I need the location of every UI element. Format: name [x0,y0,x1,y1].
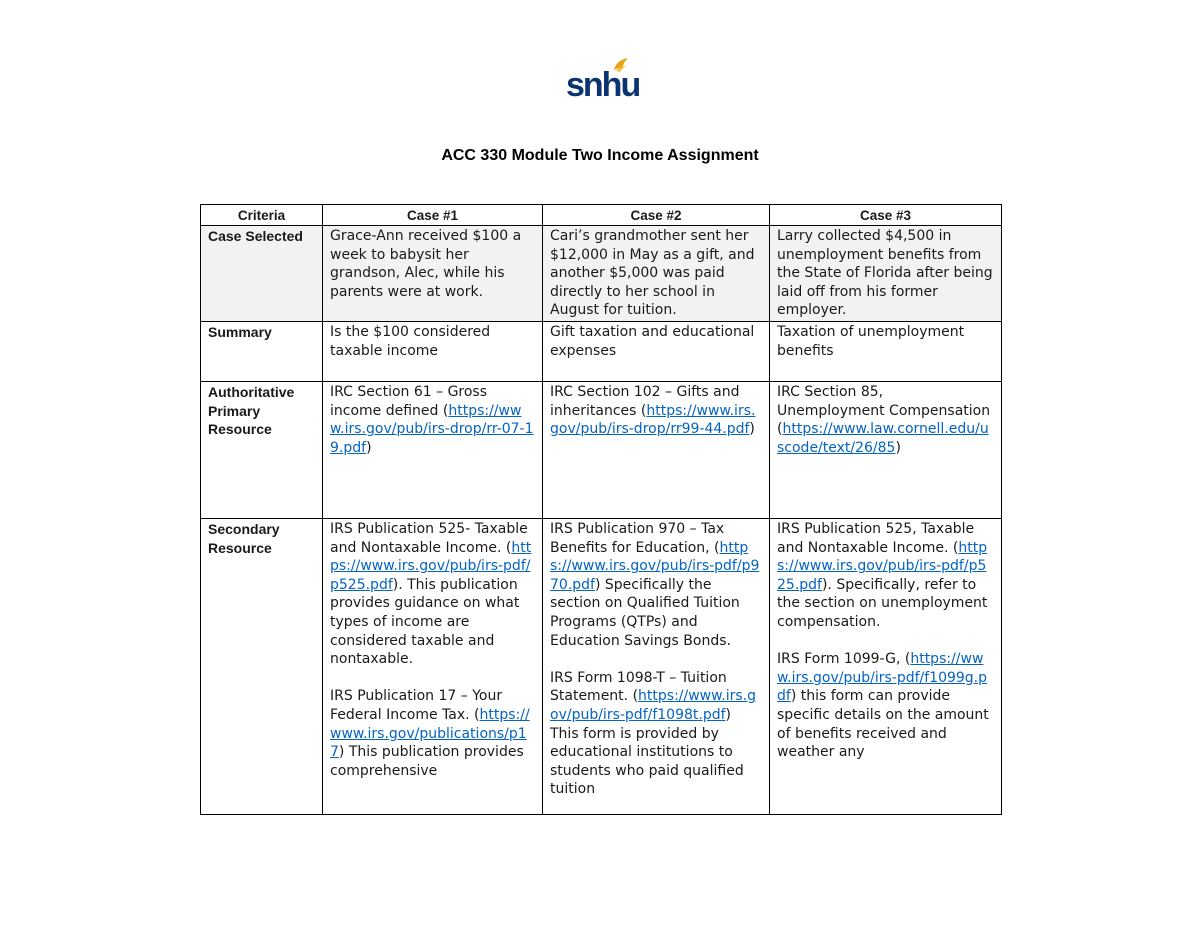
case1-primary-resource: IRC Section 61 – Gross income defined (https://www.irs.gov/pub/irs-drop/rr-07-19.pdf) [323,382,543,519]
document-title: ACC 330 Module Two Income Assignment [441,147,759,164]
criteria-case-selected: Case Selected [201,226,323,322]
case2-secondary-link-2[interactable]: https://www.irs.gov/pub/irs-pdf/f1098t.pdf [550,688,757,723]
case3-secondary-link-2[interactable]: https://www.irs.gov/pub/irs-pdf/f1099g.pdf [777,651,988,705]
case3-secondary-paragraph-1: IRS Publication 525, Taxable and Nontaxable Income. (https://www.irs.gov/pub/irs-pdf/p525.pdf). Specifically, refer to the section on unemployment compensation. [777,521,988,630]
row-secondary-resource [201,519,1002,815]
case3-secondary-resource [770,519,1002,815]
income-assignment-table [200,204,1002,815]
case2-secondary-link-1[interactable]: https://www.irs.gov/pub/irs-pdf/p970.pdf [550,539,760,593]
case3-summary: Taxation of unemployment benefits [770,322,1002,382]
case2-primary-resource: IRC Section 102 – Gifts and inheritances (https://www.irs.gov/pub/irs-drop/rr99-44.pdf) [543,382,770,519]
table-header-row [201,205,1002,226]
case1-primary-link[interactable]: https://www.irs.gov/pub/irs-drop/rr-07-19.pdf [330,402,534,456]
case1-secondary-resource [323,519,543,815]
logo-wordmark: snhu [566,66,640,104]
case2-summary: Gift taxation and educational expenses [543,322,770,382]
header-case-1: Case #1 [323,205,543,226]
row-case-selected [201,226,1002,322]
row-summary [201,322,1002,382]
case2-secondary-paragraph-1: IRS Publication 970 – Tax Benefits for Education, (https://www.irs.gov/pub/irs-pdf/p970.pdf) Specifically the section on Qualified Tuition Programs (QTPs) and Education Savings Bonds. [550,521,760,649]
case3-primary-link[interactable]: https://www.law.cornell.edu/uscode/text/26/85 [777,421,989,456]
case2-secondary-paragraph-2: IRS Form 1098-T – Tuition Statement. (https://www.irs.gov/pub/irs-pdf/f1098t.pdf) This form is provided by educational institutions to students who paid qualified tuition [550,669,757,798]
case2-primary-link[interactable]: https://www.irs.gov/pub/irs-drop/rr99-44.pdf [550,402,756,438]
case1-secondary-link-2[interactable]: https://www.irs.gov/publications/p17 [330,706,530,761]
case2-secondary-resource [543,519,770,815]
criteria-authoritative-primary-resource: Authoritative Primary Resource [201,382,323,519]
case1-summary: Is the $100 considered taxable income [323,322,543,382]
case3-secondary-link-1[interactable]: https://www.irs.gov/pub/irs-pdf/p525.pdf [777,539,988,593]
case3-selected: Larry collected $4,500 in unemployment benefits from the State of Florida after being laid off from his former employer. [770,226,1002,322]
case2-selected: Cari’s grandmother sent her $12,000 in May as a gift, and another $5,000 was paid directly to her school in August for tuition. [543,226,770,322]
header-criteria: Criteria [201,205,323,226]
case3-secondary-paragraph-2: IRS Form 1099-G, (https://www.irs.gov/pub/irs-pdf/f1099g.pdf) this form can provide specific details on the amount of benefits received and weather any [777,651,989,761]
case1-secondary-link-1[interactable]: https://www.irs.gov/pub/irs-pdf/p525.pdf [330,539,532,593]
case1-secondary-paragraph-2: IRS Publication 17 – Your Federal Income Tax. (https://www.irs.gov/publications/p17) This publication provides comprehensive [330,688,530,779]
case1-secondary-paragraph-1: IRS Publication 525- Taxable and Nontaxable Income. (https://www.irs.gov/pub/irs-pdf/p525.pdf). This publication provides guidance on what types of income are considered taxable and nontaxable. [330,521,532,668]
snhu-logo [566,56,640,106]
criteria-secondary-resource: Secondary Resource [201,519,323,815]
header-case-2: Case #2 [543,205,770,226]
row-authoritative-primary-resource [201,382,1002,519]
header-case-3: Case #3 [770,205,1002,226]
case3-primary-resource: IRC Section 85, Unemployment Compensation (https://www.law.cornell.edu/uscode/text/26/85) [770,382,1002,519]
case1-selected: Grace-Ann received $100 a week to babysit her grandson, Alec, while his parents were at work. [323,226,543,322]
criteria-summary: Summary [201,322,323,382]
